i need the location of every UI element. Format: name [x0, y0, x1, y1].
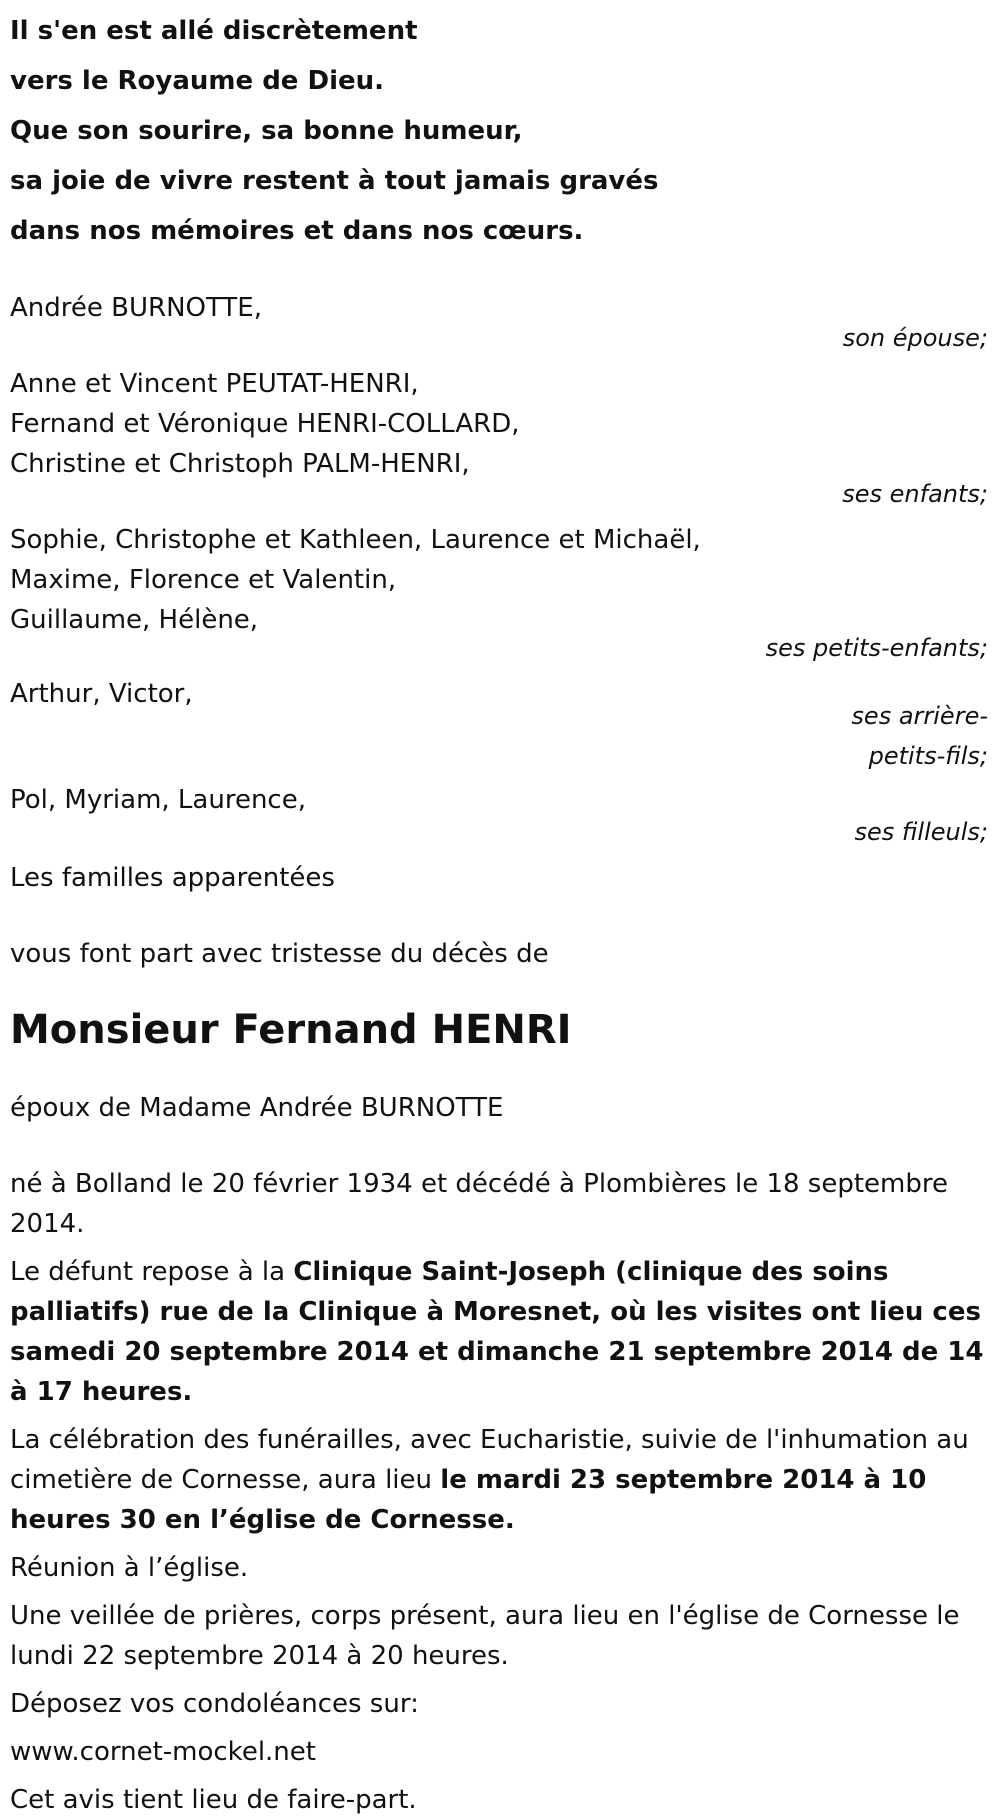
- repose-paragraph: [10, 1252, 990, 1412]
- website-link[interactable]: www.cornet-mockel.net: [10, 1737, 316, 1767]
- family-name-line: Andrée BURNOTTE,: [10, 293, 262, 323]
- family-list: [10, 288, 990, 898]
- repose-text: Le défunt repose à la: [10, 1257, 294, 1287]
- relation-label: ses filleuls;: [854, 818, 988, 846]
- family-group-arriere-petits-fils: [10, 674, 990, 776]
- related-families: Les familles apparentées: [10, 863, 335, 893]
- funeral-paragraph: [10, 1420, 990, 1540]
- family-group-petits-enfants: [10, 520, 990, 668]
- spouse-line: époux de Madame Andrée BURNOTTE: [10, 1093, 504, 1123]
- family-group-filleuls: [10, 780, 990, 852]
- relation-label-line: petits-fils;: [868, 742, 988, 770]
- closing-text: Cet avis tient lieu de faire-part.: [10, 1785, 417, 1815]
- reunion-text: Réunion à l’église.: [10, 1553, 249, 1583]
- family-name-line: Christine et Christoph PALM-HENRI,: [10, 449, 470, 479]
- funeral-datetime: le mardi 23 septembre 2014 à 10 heures 30 en l’église de Cornesse.: [10, 1465, 927, 1535]
- poem: [10, 0, 990, 256]
- family-name-line: Maxime, Florence et Valentin,: [10, 565, 397, 595]
- vigil-text: Une veillée de prières, corps présent, aura lieu en l'église de Cornesse le lundi 22 septembre 2014 à 20 heures.: [10, 1601, 960, 1671]
- family-name-line: Pol, Myriam, Laurence,: [10, 785, 306, 815]
- relation-label-line: ses arrière-: [851, 702, 988, 730]
- condolences-text: Déposez vos condoléances sur:: [10, 1689, 419, 1719]
- family-name-line: Anne et Vincent PEUTAT-HENRI,: [10, 369, 419, 399]
- relation-label: ses petits-enfants;: [765, 634, 988, 662]
- poem-line: Que son sourire, sa bonne humeur,: [10, 116, 523, 146]
- family-name-line: Sophie, Christophe et Kathleen, Laurence et Michaël,: [10, 525, 701, 555]
- announcement-text: vous font part avec tristesse du décès de: [10, 939, 549, 969]
- poem-line: sa joie de vivre restent à tout jamais gravés: [10, 166, 659, 196]
- family-name-line: Arthur, Victor,: [10, 679, 193, 709]
- birth-death-dates: né à Bolland le 20 février 1934 et décédé à Plombières le 18 septembre 2014.: [10, 1169, 948, 1239]
- family-group-enfants: [10, 364, 990, 514]
- family-name-line: Guillaume, Hélène,: [10, 605, 259, 635]
- family-name-line: Fernand et Véronique HENRI-COLLARD,: [10, 409, 520, 439]
- poem-line: Il s'en est allé discrètement: [10, 16, 418, 46]
- deceased-name: Monsieur Fernand HENRI: [10, 1007, 572, 1053]
- poem-line: dans nos mémoires et dans nos cœurs.: [10, 216, 584, 246]
- repose-location: Clinique Saint-Joseph (clinique des soins palliatifs) rue de la Clinique à Moresnet, où les visites ont lieu ces samedi 20 septembre 2014 et dimanche 21 septembre 2014 de 14 à 17 heures.: [10, 1257, 984, 1407]
- funeral-text: La célébration des funérailles, avec Eucharistie, suivie de l'inhumation au cimetière de Cornesse, aura lieu: [10, 1425, 969, 1495]
- relation-label: ses enfants;: [842, 480, 988, 508]
- poem-line: vers le Royaume de Dieu.: [10, 66, 385, 96]
- family-group-epouse: [10, 288, 990, 358]
- relation-label: son épouse;: [842, 324, 988, 352]
